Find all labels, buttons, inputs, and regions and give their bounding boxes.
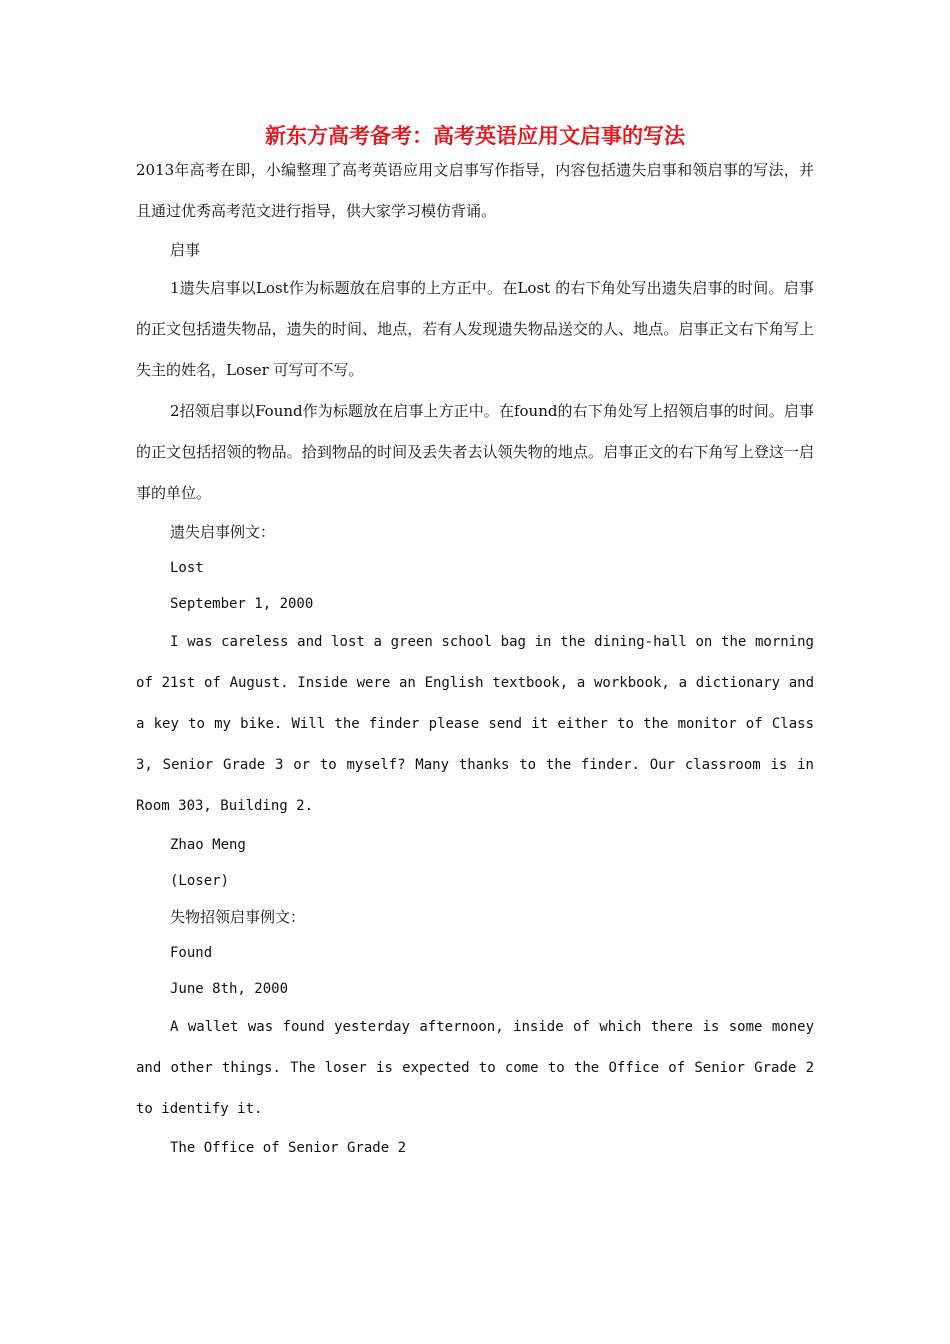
lost-example-heading: 遗失启事例文：	[170, 523, 276, 541]
found-notice-guideline: 2招领启事以Found作为标题放在启事上方正中。在found的右下角处写上招领启事的时间。启事的正文包括招领的物品。拾到物品的时间及丢失者去认领失物的地点。启事正文的右下角写上登这一启事的单位。	[136, 402, 814, 502]
lost-example-signature-note: (Loser)	[170, 873, 230, 889]
lost-example-signature: Zhao Meng	[170, 837, 246, 853]
document-title: 新东方高考备考：高考英语应用文启事的写法	[265, 124, 685, 148]
intro-paragraph: 2013年高考在即，小编整理了高考英语应用文启事写作指导，内容包括遗失启事和领启事的写法，并且通过优秀高考范文进行指导，供大家学习模仿背诵。	[136, 161, 814, 220]
lost-example-body: I was careless and lost a green school bag in the dining-hall on the morning of 21st of August. Inside were an English textbook, a workbook, a dictionary and a key to my bike. Will the finder please send it either to the monitor of Class 3, Senior Grade 3 or to myself? Many thanks to the finder. Our classroom is in Room 303, Building 2.	[136, 634, 814, 814]
found-example-body: A wallet was found yesterday afternoon, inside of which there is some money and other things. The loser is expected to come to the Office of Senior Grade 2 to identify it.	[136, 1019, 814, 1117]
found-example-date: June 8th, 2000	[170, 981, 289, 997]
found-example-signature: The Office of Senior Grade 2	[170, 1140, 407, 1156]
lost-example-date: September 1, 2000	[170, 596, 314, 612]
lost-notice-guideline: 1遗失启事以Lost作为标题放在启事的上方正中。在Lost 的右下角处写出遗失启事的时间。启事的正文包括遗失物品，遗失的时间、地点，若有人发现遗失物品送交的人、地点。启事正文右下角写上失主的姓名，Loser 可写可不写。	[136, 279, 814, 379]
section-heading: 启事	[170, 241, 201, 259]
found-example-title: Found	[170, 945, 213, 961]
lost-example-title: Lost	[170, 560, 204, 576]
found-example-heading: 失物招领启事例文：	[170, 908, 306, 926]
document-body	[136, 150, 814, 1166]
